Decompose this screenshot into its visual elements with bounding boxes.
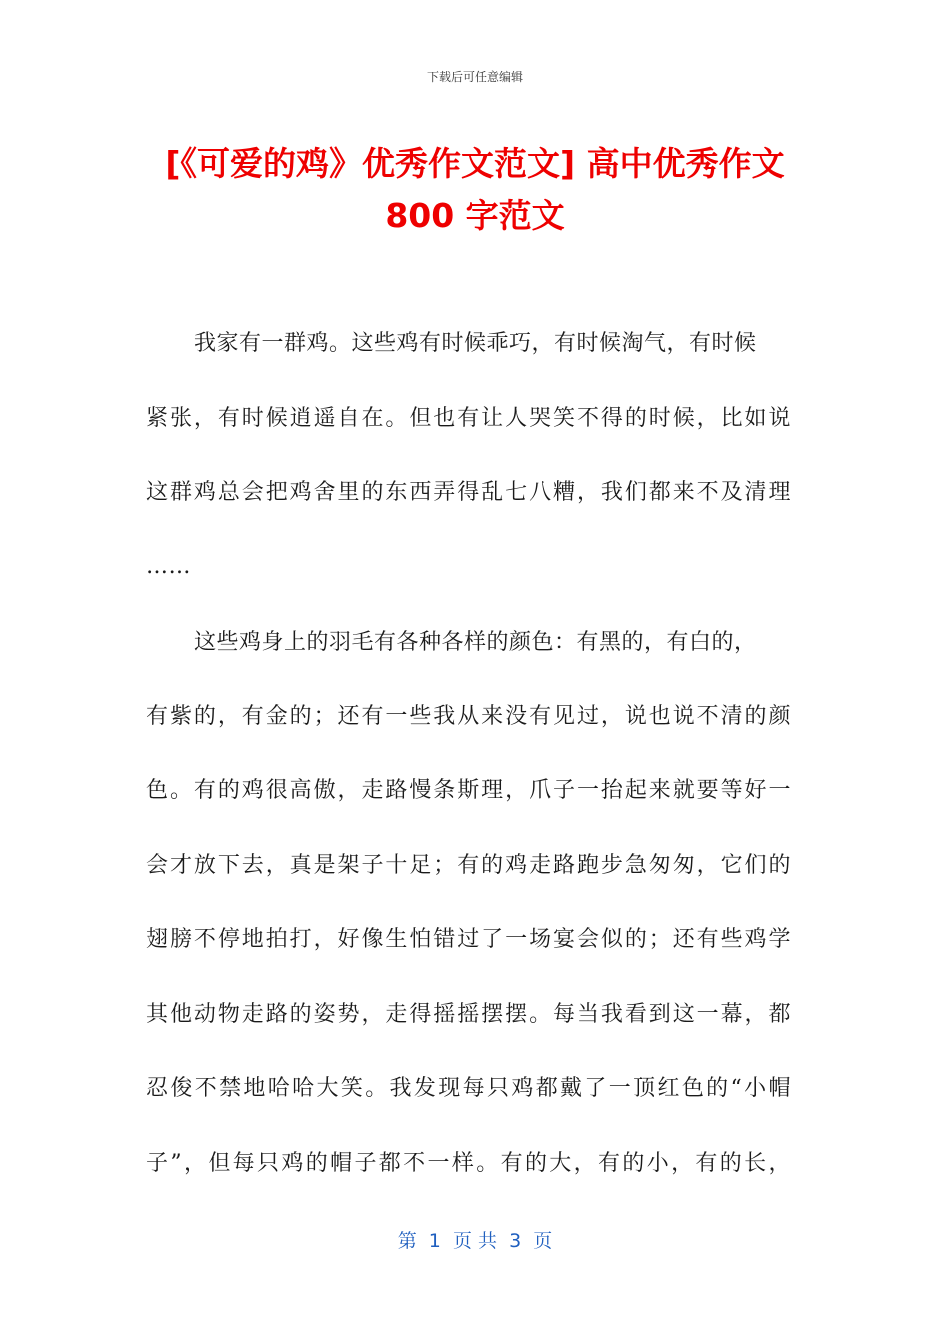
page-number-footer xyxy=(0,1226,950,1253)
header-note: 下载后可任意编辑 xyxy=(426,70,523,84)
title-line-2: 800 字范文 xyxy=(385,196,565,235)
body-line: 会才放下去，真是架子十足；有的鸡走路跑步急匆匆，它们的 xyxy=(146,853,791,878)
body-line: 这群鸡总会把鸡舍里的东西弄得乱七八糟，我们都来不及清理 xyxy=(146,480,791,505)
body-line: 翅膀不停地拍打，好像生怕错过了一场宴会似的；还有些鸡学 xyxy=(146,927,791,952)
body-line: 其他动物走路的姿势，走得摇摇摆摆。每当我看到这一幕，都 xyxy=(146,1002,791,1027)
body-line: 有紫的，有金的；还有一些我从来没有见过，说也说不清的颜 xyxy=(146,704,791,729)
document-title xyxy=(100,138,850,242)
body-line: 子”，但每只鸡的帽子都不一样。有的大，有的小，有的长， xyxy=(146,1151,791,1176)
page-number-text: 第 1 页 共 3 页 xyxy=(397,1230,553,1252)
body-line: 忍俊不禁地哈哈大笑。我发现每只鸡都戴了一顶红色的“小帽 xyxy=(146,1076,791,1101)
body-line: 紧张，有时候逍遥自在。但也有让人哭笑不得的时候，比如说 xyxy=(146,406,791,431)
body-line: 色。有的鸡很高傲，走路慢条斯理，爪子一抬起来就要等好一 xyxy=(146,778,791,803)
body-line: …… xyxy=(146,554,191,579)
body-line: 这些鸡身上的羽毛有各种各样的颜色：有黑的，有白的， xyxy=(194,630,757,655)
title-line-1: [《可爱的鸡》优秀作文范文] 高中优秀作文 xyxy=(165,144,785,183)
body-line: 我家有一群鸡。这些鸡有时候乖巧，有时候淘气，有时候 xyxy=(194,331,757,356)
